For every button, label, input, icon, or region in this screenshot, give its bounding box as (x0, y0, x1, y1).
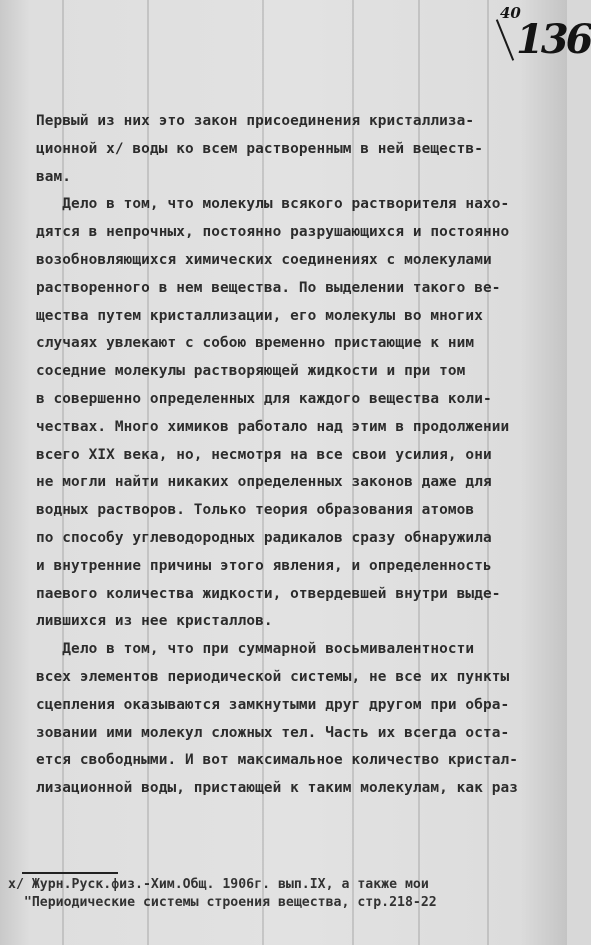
text-line: всего XIX века, но, несмотря на все свои усилия, они (36, 446, 492, 463)
text-line: растворенного в нем вещества. По выделении такого ве- (36, 279, 501, 296)
text-line: и внутренние причины этого явления, и определенность (36, 557, 492, 574)
text-line: ется свободными. И вот максимальное количество кристал- (36, 752, 519, 769)
text-line: по способу углеводородных радикалов сразу обнаружила (36, 529, 492, 546)
footnote-line: x/ Журн.Руск.физ.-Хим.Общ. 1906г. вып.IX, а также мои (8, 877, 429, 892)
text-line: зовании ими молекул сложных тел. Часть их всегда оста- (36, 724, 510, 741)
text-line: чествах. Много химиков работало над этим в продолжении (36, 418, 510, 435)
text-line: сцепления оказываются замкнутыми друг другом при обра- (36, 696, 510, 713)
text-line: лившихся из нее кристаллов. (36, 613, 273, 630)
text-line: не могли найти никаких определенных законов даже для (36, 474, 492, 491)
text-line: ционной x/ воды ко всем растворенным в ней веществ- (36, 140, 483, 157)
footnote-divider (22, 872, 118, 874)
body-text (36, 108, 566, 803)
text-line: вам. (36, 168, 72, 185)
text-line: возобновляющихся химических соединениях с молекулами (36, 251, 492, 268)
text-line: в совершенно определенных для каждого вещества коли- (36, 390, 492, 407)
page-number-slash (496, 19, 514, 61)
text-line: Первый из них это закон присоединения кристаллиза- (36, 113, 475, 129)
page-number-large: 136 (516, 16, 591, 63)
page-number-small: 40 (500, 4, 521, 22)
text-line: паевого количества жидкости, отвердевшей внутри выде- (36, 585, 501, 602)
text-line: водных растворов. Только теория образования атомов (36, 502, 475, 519)
text-line: дятся в непрочных, постоянно разрушающихся и постоянно (36, 224, 510, 241)
text-line: случаях увлекают с собою временно пристающие к ним (36, 335, 475, 352)
text-line: щества путем кристаллизации, его молекулы во многих (36, 307, 483, 324)
text-line: всех элементов периодической системы, не все их пункты (36, 668, 510, 685)
footnote-line: "Периодические системы строения вещества, стр.218-22 (8, 895, 437, 910)
page-number (498, 4, 591, 68)
text-line: лизационной воды, пристающей к таким молекулам, как раз (36, 780, 519, 797)
text-line: Дело в том, что молекулы всякого растворителя нахо- (36, 196, 510, 213)
text-line: соседние молекулы растворяющей жидкости и при том (36, 363, 466, 380)
text-line: Дело в том, что при суммарной восьмивалентности (36, 641, 475, 658)
footnote (8, 876, 567, 912)
